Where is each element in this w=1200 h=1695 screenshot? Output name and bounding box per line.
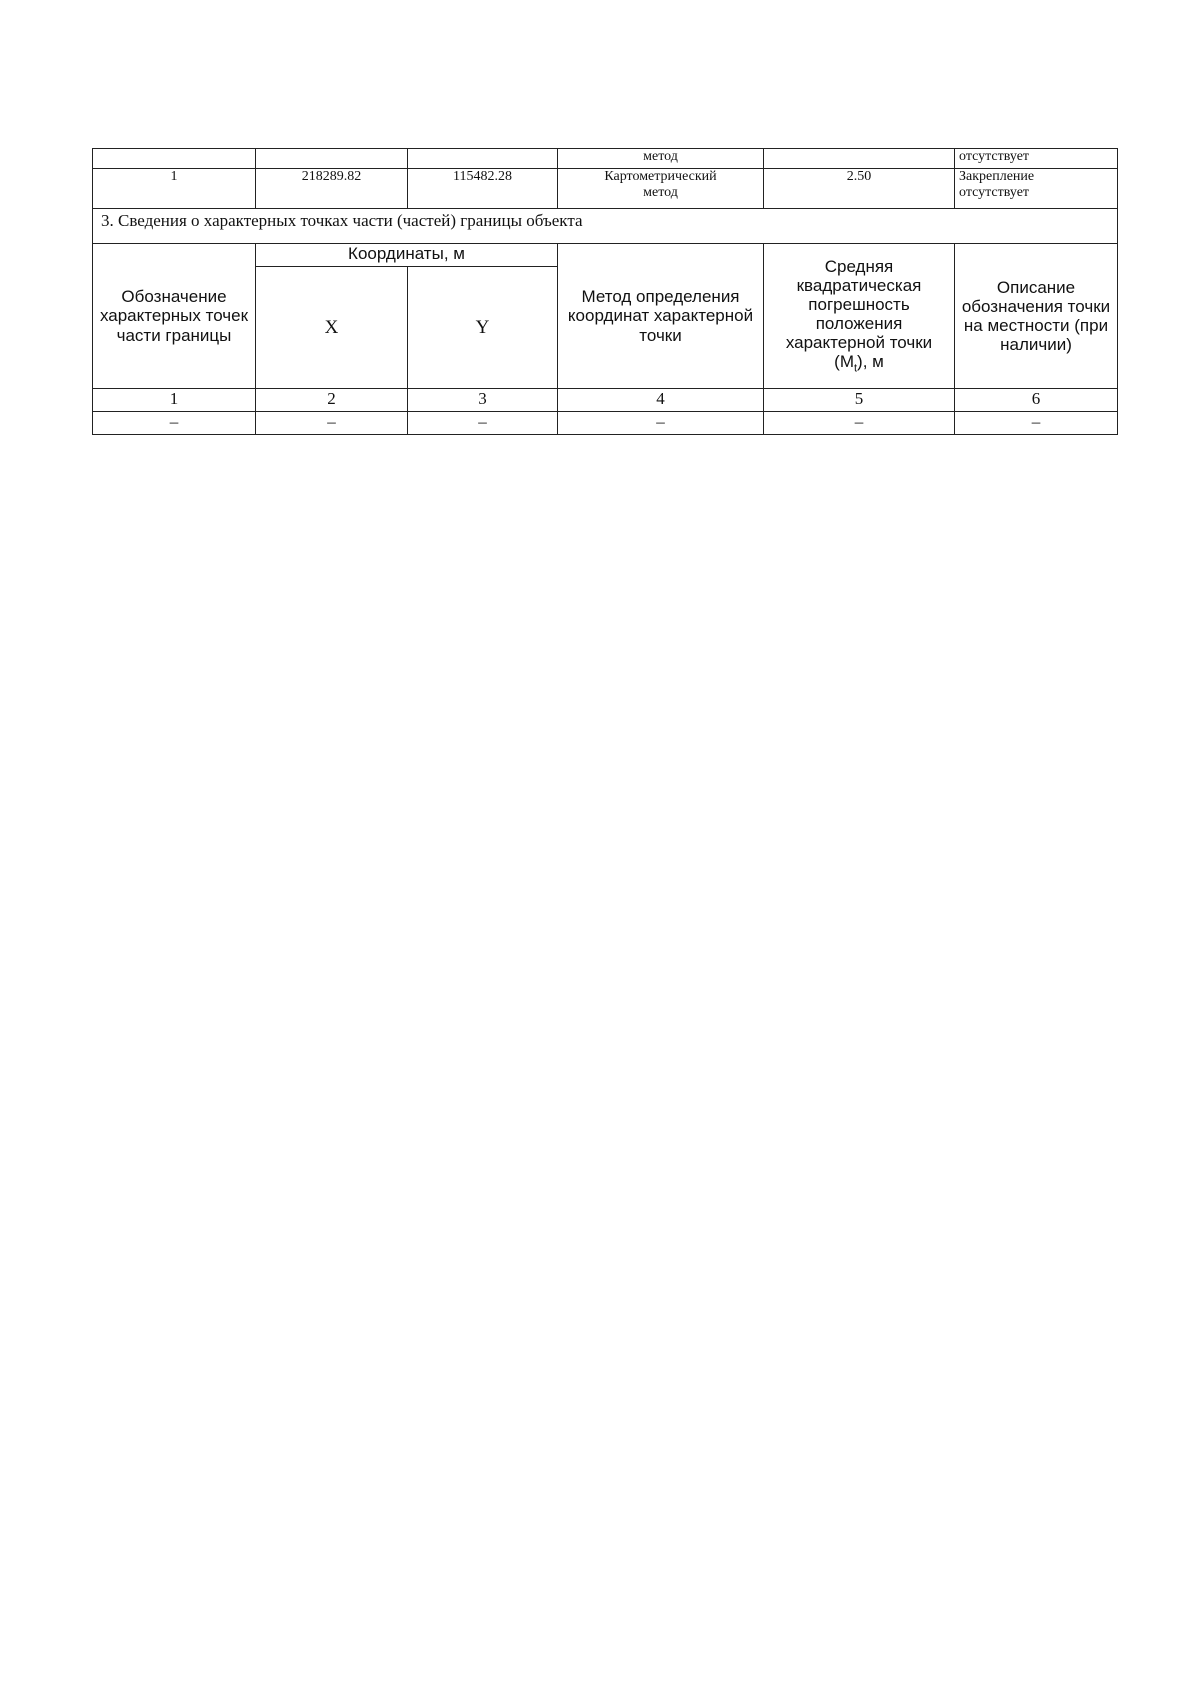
cell-x: 218289.82 bbox=[256, 169, 408, 209]
cell-error: 2.50 bbox=[764, 169, 955, 209]
column-number: 3 bbox=[408, 389, 558, 412]
empty-cell: – bbox=[764, 412, 955, 435]
table-row bbox=[93, 412, 1118, 435]
cell-y bbox=[408, 149, 558, 169]
cell-point bbox=[93, 149, 256, 169]
header-method: Метод определения координат характерной точки bbox=[558, 244, 764, 389]
header-designation: Обозначение характерных точек части границы bbox=[93, 244, 256, 389]
description-line-2: отсутствует bbox=[959, 184, 1030, 200]
method-line-1: Картометрический bbox=[604, 169, 717, 184]
header-row bbox=[93, 244, 1118, 267]
header-error-subscript: t bbox=[853, 362, 858, 375]
cell-description: отсутствует bbox=[955, 149, 1118, 169]
section-title-row bbox=[93, 209, 1118, 244]
cell-method: метод bbox=[558, 149, 764, 169]
coordinates-table bbox=[92, 148, 1118, 435]
column-number: 4 bbox=[558, 389, 764, 412]
cell-error bbox=[764, 149, 955, 169]
header-coordinates: Координаты, м bbox=[256, 244, 558, 267]
cell-x bbox=[256, 149, 408, 169]
header-x: X bbox=[256, 267, 408, 389]
header-error bbox=[764, 244, 955, 389]
cell-method bbox=[558, 169, 764, 209]
header-error-suffix: ), м bbox=[857, 352, 884, 372]
empty-cell: – bbox=[408, 412, 558, 435]
empty-cell: – bbox=[93, 412, 256, 435]
method-line-2: метод bbox=[643, 184, 678, 200]
section-title: 3. Сведения о характерных точках части (частей) границы объекта bbox=[93, 209, 1118, 244]
cell-point: 1 bbox=[93, 169, 256, 209]
description-line-1: Закрепление bbox=[959, 169, 1035, 184]
column-number: 5 bbox=[764, 389, 955, 412]
header-description: Описание обозначения точки на местности (при наличии) bbox=[955, 244, 1118, 389]
header-y: Y bbox=[408, 267, 558, 389]
empty-cell: – bbox=[256, 412, 408, 435]
column-number: 6 bbox=[955, 389, 1118, 412]
cell-description bbox=[955, 169, 1118, 209]
empty-cell: – bbox=[955, 412, 1118, 435]
column-number: 1 bbox=[93, 389, 256, 412]
table-row bbox=[93, 169, 1118, 209]
column-numbers-row bbox=[93, 389, 1118, 412]
table-row bbox=[93, 149, 1118, 169]
empty-cell: – bbox=[558, 412, 764, 435]
column-number: 2 bbox=[256, 389, 408, 412]
cell-y: 115482.28 bbox=[408, 169, 558, 209]
header-error-text: Средняя квадратическая погрешность положения характерной точки (M bbox=[785, 257, 933, 372]
